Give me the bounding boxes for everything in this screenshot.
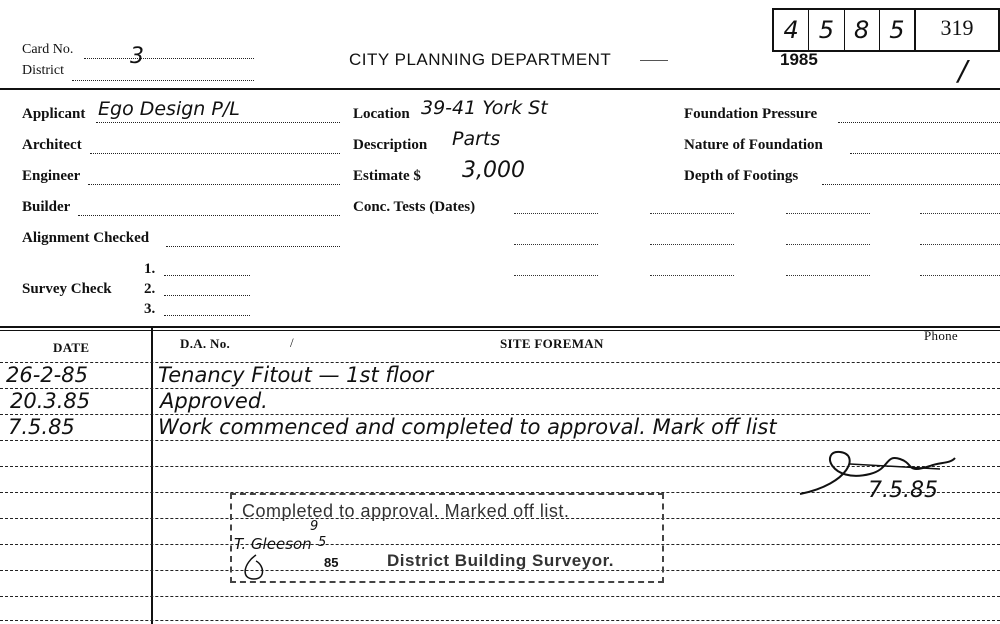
log-entry-date: 20.3.85 <box>10 389 91 413</box>
da-mark: / <box>290 335 294 350</box>
file-digit: 8 <box>845 10 880 50</box>
conc-test-line <box>920 275 1000 276</box>
conc-test-line <box>514 244 598 245</box>
conc-test-line <box>786 213 870 214</box>
year-mark: / <box>958 54 968 87</box>
engineer-label: Engineer <box>22 168 81 184</box>
depth-line <box>822 184 1000 185</box>
district-label: District <box>22 63 64 78</box>
year: 1985 <box>780 50 818 69</box>
file-code-box <box>914 8 1000 52</box>
da-header: D.A. No. <box>180 336 231 351</box>
conc-test-line <box>514 275 598 276</box>
log-rule-top <box>0 326 1000 328</box>
stamp-signer-day: 9 <box>310 519 319 534</box>
title-rule <box>640 60 668 61</box>
log-entry-date: 26-2-85 <box>6 363 88 387</box>
nature-label: Nature of Foundation <box>684 137 823 153</box>
log-entry-text: Work commenced and completed to approval. Mark off list <box>158 415 777 439</box>
log-row-rule <box>0 388 1000 389</box>
builder-line <box>78 215 340 216</box>
builder-label: Builder <box>22 199 71 215</box>
district-line <box>72 80 254 81</box>
header-rule <box>0 88 1000 90</box>
file-digit: 5 <box>889 16 905 44</box>
description-value: Parts <box>452 128 501 150</box>
foundation-pressure-label: Foundation Pressure <box>684 106 818 122</box>
conc-test-line <box>920 213 1000 214</box>
file-code: 319 <box>940 15 974 40</box>
log-entry-text: Tenancy Fitout — 1st floor <box>158 363 434 387</box>
stamp-signer-month: 5 <box>318 535 327 550</box>
card-no-line <box>84 58 254 59</box>
conc-tests-label: Conc. Tests (Dates) <box>353 199 476 215</box>
description-label: Description <box>353 137 428 153</box>
foundation-pressure-line <box>838 122 1000 123</box>
log-row-rule <box>0 596 1000 597</box>
engineer-line <box>88 184 340 185</box>
alignment-label: Alignment Checked <box>22 230 150 246</box>
completion-stamp <box>230 493 664 583</box>
log-row-rule <box>0 362 1000 363</box>
survey-line <box>164 315 250 316</box>
conc-test-line <box>650 244 734 245</box>
survey-item: 1. <box>144 261 156 277</box>
file-digit: 4 <box>774 10 809 50</box>
date-header: DATE <box>53 340 90 355</box>
file-number-box <box>772 8 916 52</box>
alignment-line <box>166 246 340 247</box>
location-label: Location <box>353 106 410 122</box>
conc-test-line <box>650 213 734 214</box>
survey-item: 3. <box>144 301 156 317</box>
survey-label: Survey Check <box>22 281 112 297</box>
survey-line <box>164 275 250 276</box>
card-no-label: Card No. <box>22 42 74 57</box>
stamp-line-2: District Building Surveyor. <box>387 551 614 570</box>
applicant-value: Ego Design P/L <box>98 98 240 120</box>
log-rule-top-2 <box>0 330 1000 331</box>
depth-label: Depth of Footings <box>684 168 799 184</box>
page-title: CITY PLANNING DEPARTMENT <box>349 50 612 69</box>
signature-date: 7.5.85 <box>868 478 938 503</box>
applicant-line <box>96 122 340 123</box>
conc-test-line <box>650 275 734 276</box>
stamp-signer-year: 85 <box>324 555 339 570</box>
log-row-rule <box>0 620 1000 621</box>
conc-test-line <box>920 244 1000 245</box>
log-entry-text: Approved. <box>160 389 268 413</box>
card-no-value: 3 <box>130 44 144 69</box>
estimate-label: Estimate $ <box>353 168 421 184</box>
phone-header: Phone <box>924 328 958 343</box>
log-entry-date: 7.5.85 <box>8 415 75 439</box>
stamp-signer: T. Gleeson <box>234 535 312 553</box>
conc-test-line <box>786 275 870 276</box>
foreman-header: SITE FOREMAN <box>500 336 604 351</box>
architect-line <box>90 153 340 154</box>
architect-label: Architect <box>22 137 82 153</box>
file-digit: 5 <box>809 10 844 50</box>
stamp-line-1: Completed to approval. Marked off list. <box>242 501 570 521</box>
stamp-signature-loop <box>236 553 276 583</box>
location-value: 39-41 York St <box>421 97 548 119</box>
survey-line <box>164 295 250 296</box>
conc-test-line <box>786 244 870 245</box>
log-row-rule <box>0 440 1000 441</box>
survey-item: 2. <box>144 281 156 297</box>
applicant-label: Applicant <box>22 106 86 122</box>
conc-test-line <box>514 213 598 214</box>
estimate-value: 3,000 <box>462 158 525 183</box>
log-column-divider <box>151 327 153 624</box>
nature-line <box>850 153 1000 154</box>
